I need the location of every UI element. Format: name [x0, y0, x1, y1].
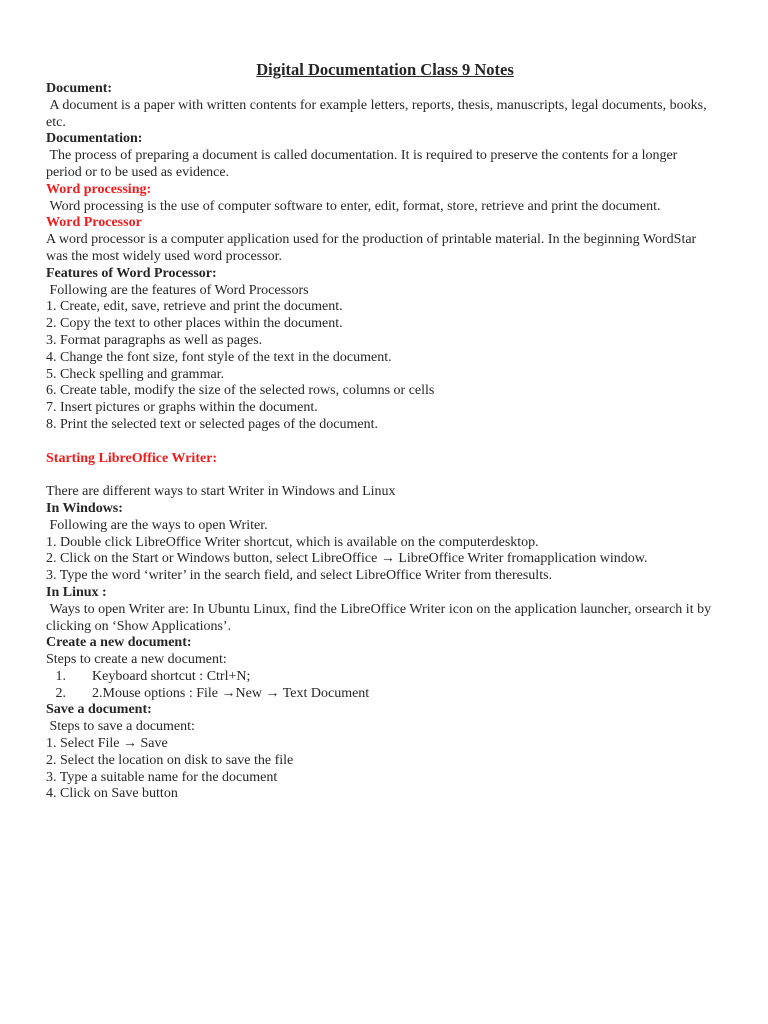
spacer — [46, 467, 716, 484]
heading-in-windows: In Windows: — [46, 500, 123, 516]
features-item: 3. Format paragraphs as well as pages. — [46, 332, 263, 348]
list-number: 2. — [55, 685, 66, 701]
heading-create-document: Create a new document: — [46, 635, 192, 651]
heading-word-processing: Word processing: — [46, 181, 152, 197]
list-number: 1. — [55, 668, 66, 684]
features-item: 6. Create table, modify the size of the selected rows, columns or cells — [46, 383, 435, 399]
create-steps-list — [46, 669, 716, 703]
heading-word-processor: Word Processor — [46, 215, 142, 231]
save-item: 2. Select the location on disk to save the file — [46, 752, 294, 768]
paragraph-starting-writer: There are different ways to start Writer in Windows and Linux — [46, 484, 396, 500]
list-text: Keyboard shortcut : Ctrl+N; — [92, 668, 251, 684]
features-item: 2. Copy the text to other places within the document. — [46, 316, 343, 332]
page-title: Digital Documentation Class 9 Notes — [256, 60, 514, 79]
create-intro: Steps to create a new document: — [46, 652, 227, 668]
list-text: 2.Mouse options : File →New → Text Document — [92, 685, 370, 701]
paragraph-word-processor: A word processor is a computer application used for the production of printable material. In the beginning WordStar was the most widely used word processor. — [46, 232, 700, 264]
windows-item: 3. Type the word ‘writer’ in the search field, and select LibreOffice Writer from theresults. — [46, 568, 553, 584]
list-item — [46, 686, 716, 703]
heading-document: Document: — [46, 81, 113, 96]
heading-save-document: Save a document: — [46, 702, 152, 718]
heading-documentation: Documentation: — [46, 131, 143, 147]
windows-intro: Following are the ways to open Writer. — [46, 517, 268, 533]
windows-item: 2. Click on the Start or Windows button, select LibreOffice → LibreOffice Writer fromapplication window. — [46, 551, 648, 567]
features-item: 8. Print the selected text or selected pages of the document. — [46, 416, 379, 432]
features-intro: Following are the features of Word Processors — [46, 282, 309, 298]
features-item: 5. Check spelling and grammar. — [46, 366, 225, 382]
save-intro: Steps to save a document: — [46, 719, 195, 735]
heading-starting-writer: Starting LibreOffice Writer: — [46, 450, 218, 466]
heading-in-linux: In Linux : — [46, 584, 107, 600]
spacer — [46, 434, 716, 451]
list-item — [46, 669, 716, 686]
features-item: 7. Insert pictures or graphs within the document. — [46, 400, 318, 416]
paragraph-documentation: The process of preparing a document is called documentation. It is required to preserve the contents for a longer period or to be used as evidence. — [46, 148, 681, 180]
save-item: 1. Select File → Save — [46, 736, 168, 752]
heading-features: Features of Word Processor: — [46, 265, 217, 281]
windows-item: 1. Double click LibreOffice Writer shortcut, which is available on the computerdesktop. — [46, 534, 539, 550]
paragraph-in-linux: Ways to open Writer are: In Ubuntu Linux, find the LibreOffice Writer icon on the application launcher, orsearch it by clicking on ‘Show Applications’. — [46, 601, 715, 634]
paragraph-word-processing: Word processing is the use of computer software to enter, edit, format, store, retrieve and print the document. — [46, 198, 661, 214]
paragraph-document: A document is a paper with written contents for example letters, reports, thesis, manuscripts, legal documents, books, etc. — [46, 97, 711, 130]
save-item: 3. Type a suitable name for the document — [46, 769, 278, 785]
features-item: 4. Change the font size, font style of the text in the document. — [46, 349, 392, 365]
features-item: 1. Create, edit, save, retrieve and print the document. — [46, 299, 343, 315]
save-item: 4. Click on Save button — [46, 786, 178, 802]
